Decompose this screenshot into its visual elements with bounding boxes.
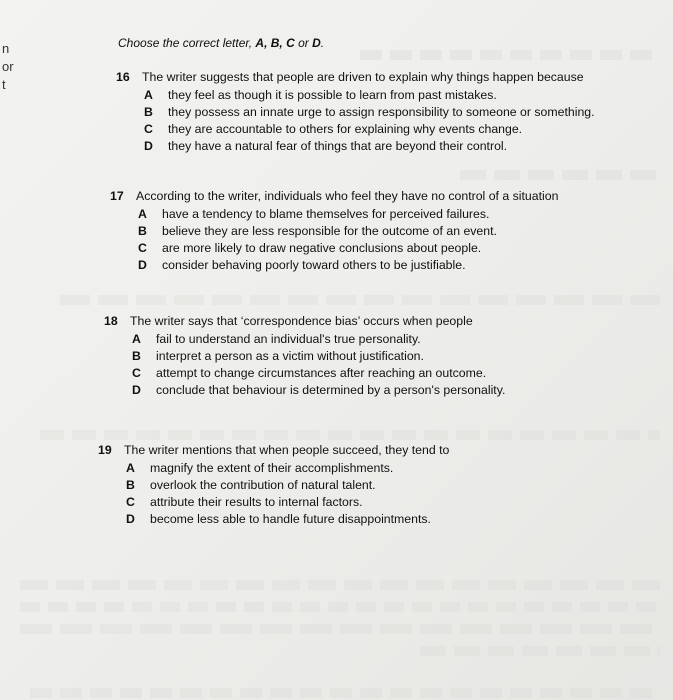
option-letter: C — [138, 241, 147, 255]
option-text: consider behaving poorly toward others to be justifiable. — [162, 258, 466, 272]
question-number: 18 — [104, 314, 118, 328]
question-number: 19 — [98, 443, 112, 457]
question-19 — [98, 443, 449, 526]
answer-option-c[interactable] — [116, 122, 595, 136]
margin-fragment: or — [2, 59, 14, 74]
answer-option-d[interactable] — [98, 512, 449, 526]
question-number: 17 — [110, 189, 124, 203]
margin-fragment: t — [2, 77, 6, 92]
answer-option-d[interactable] — [104, 383, 505, 397]
question-text: The writer suggests that people are driven to explain why things happen because — [142, 70, 584, 84]
option-letter: A — [138, 207, 147, 221]
option-letter: B — [126, 478, 135, 492]
option-letter: D — [132, 383, 141, 397]
question-18 — [104, 314, 505, 397]
question-16 — [116, 70, 595, 153]
option-letter: D — [126, 512, 135, 526]
option-text: have a tendency to blame themselves for perceived failures. — [162, 207, 490, 221]
answer-option-a[interactable] — [104, 332, 505, 346]
option-text: attribute their results to internal factors. — [150, 495, 363, 509]
instructions: Choose the correct letter, A, B, C or D. — [118, 36, 325, 50]
answer-option-c[interactable] — [110, 241, 558, 255]
answer-option-a[interactable] — [98, 461, 449, 475]
question-text: The writer says that ‘correspondence bias’ occurs when people — [130, 314, 473, 328]
option-text: magnify the extent of their accomplishments. — [150, 461, 394, 475]
option-text: become less able to handle future disappointments. — [150, 512, 431, 526]
question-number: 16 — [116, 70, 130, 84]
option-letter: B — [144, 105, 153, 119]
option-text: fail to understand an individual's true personality. — [156, 332, 421, 346]
answer-option-a[interactable] — [110, 207, 558, 221]
answer-option-d[interactable] — [116, 139, 595, 153]
option-text: believe they are less responsible for the outcome of an event. — [162, 224, 497, 238]
option-letter: B — [132, 349, 141, 363]
question-text: The writer mentions that when people succeed, they tend to — [124, 443, 450, 457]
option-text: they are accountable to others for explaining why events change. — [168, 122, 523, 136]
option-letter: D — [138, 258, 147, 272]
left-margin-fragments — [2, 40, 14, 94]
answer-option-b[interactable] — [110, 224, 558, 238]
option-text: are more likely to draw negative conclusions about people. — [162, 241, 482, 255]
option-text: they have a natural fear of things that are beyond their control. — [168, 139, 508, 153]
answer-option-b[interactable] — [104, 349, 505, 363]
instruction-last-letter: D — [312, 36, 321, 50]
answer-option-c[interactable] — [98, 495, 449, 509]
option-text: attempt to change circumstances after reaching an outcome. — [156, 366, 487, 380]
option-letter: A — [132, 332, 141, 346]
option-letter: D — [144, 139, 153, 153]
answer-option-c[interactable] — [104, 366, 505, 380]
answer-option-b[interactable] — [98, 478, 449, 492]
margin-fragment: n — [2, 41, 10, 56]
instruction-letters: A, B, C — [255, 36, 295, 50]
option-letter: C — [126, 495, 135, 509]
answer-option-a[interactable] — [116, 88, 595, 102]
option-text: interpret a person as a victim without justification. — [156, 349, 424, 363]
option-text: they feel as though it is possible to learn from past mistakes. — [168, 88, 497, 102]
option-letter: C — [132, 366, 141, 380]
question-17 — [110, 189, 558, 272]
option-letter: B — [138, 224, 147, 238]
answer-option-b[interactable] — [116, 105, 595, 119]
option-letter: A — [126, 461, 135, 475]
option-text: conclude that behaviour is determined by a person's personality. — [156, 383, 506, 397]
question-text: According to the writer, individuals who feel they have no control of a situation — [136, 189, 559, 203]
option-text: overlook the contribution of natural talent. — [150, 478, 376, 492]
option-letter: C — [144, 122, 153, 136]
option-text: they possess an innate urge to assign responsibility to someone or something. — [168, 105, 595, 119]
option-letter: A — [144, 88, 153, 102]
answer-option-d[interactable] — [110, 258, 558, 272]
